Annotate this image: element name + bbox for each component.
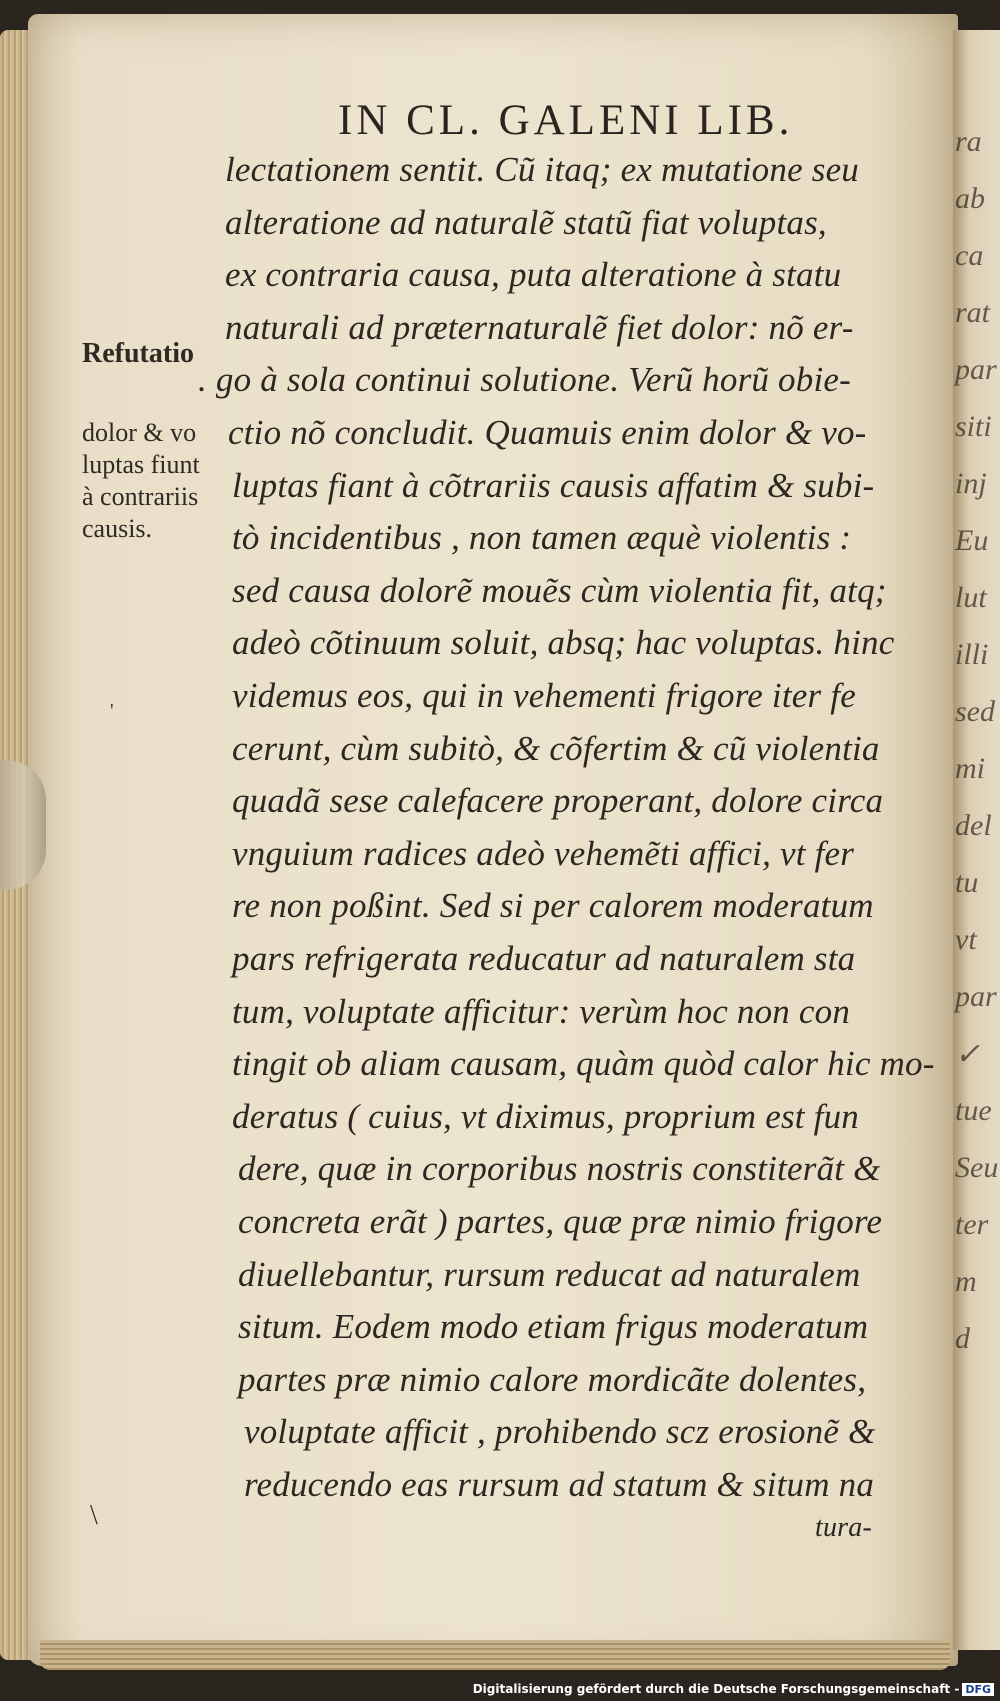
facing-page-glyph: illi	[955, 638, 989, 671]
facing-page-glyph: ca	[955, 239, 984, 272]
margin-note-line: dolor & vo	[82, 418, 197, 447]
text-line: alteratione ad naturalẽ statũ fiat voluptas,	[225, 202, 827, 242]
text-line: concreta erãt ) partes, quæ præ nimio frigore	[238, 1202, 883, 1241]
text-line: ex contraria causa, puta alteratione à statu	[225, 255, 842, 295]
ink-speck: \	[90, 1500, 98, 1531]
text-line: partes præ nimio calore mordicãte dolentes,	[238, 1359, 867, 1399]
facing-page-glyph: ✓	[955, 1038, 981, 1071]
facing-page-glyph: rat	[955, 296, 991, 329]
facing-page-glyph: m	[955, 1265, 977, 1298]
facing-page-glyph: inj	[955, 467, 987, 500]
facing-page-glyph: d	[955, 1322, 970, 1355]
facing-page-glyph: siti	[955, 410, 992, 443]
dfg-logo: DFG	[962, 1683, 994, 1696]
facing-page-glyph: Eu	[955, 524, 989, 557]
text-line: tum, voluptate afficitur: verùm hoc non con	[232, 991, 851, 1031]
text-line: lectationem sentit. Cũ itaq; ex mutatione seu	[225, 150, 860, 189]
text-line: cerunt, cùm subitò, & cõfertim & cũ violentia	[232, 728, 880, 768]
margin-note-line: causis.	[82, 514, 153, 543]
text-line: tura-	[815, 1511, 872, 1543]
text-line: dere, quæ in corporibus nostris constiterãt &	[238, 1149, 881, 1189]
facing-page-glyph: sed	[955, 695, 995, 728]
facing-page-glyph: lut	[955, 581, 987, 614]
text-line: adeò cõtinuum soluit, absq; hac voluptas. hinc	[232, 623, 895, 663]
facing-page-glyph: ra	[955, 125, 982, 158]
page-clip	[0, 760, 46, 890]
text-line: quadã sese calefacere properant, dolore circa	[232, 781, 884, 821]
text-line: sed causa dolorẽ mouẽs cùm violentia fit, atq;	[232, 570, 887, 610]
facing-page-glyph: Seu	[955, 1151, 999, 1184]
text-line: diuellebantur, rursum reducat ad naturalem	[238, 1254, 861, 1294]
ink-speck: '	[110, 700, 114, 722]
facing-page-glyph: tu	[955, 866, 979, 899]
facing-page-glyph: tue	[955, 1094, 992, 1127]
text-line: tò incidentibus , non tamen æquè violentis :	[232, 518, 852, 558]
text-line: tingit ob aliam causam, quàm quòd calor hic mo-	[232, 1044, 935, 1084]
margin-note-refutatio: Refutatio	[82, 338, 194, 369]
facing-page-glyph: par	[955, 353, 997, 386]
margin-note-line: à contrariis	[82, 482, 199, 511]
text-line: . go à sola continui solutione. Verũ horũ obie-	[198, 360, 851, 400]
text-line: re non poßint. Sed si per calorem moderatum	[232, 886, 874, 926]
running-head: IN CL. GALENI LIB.	[338, 97, 794, 144]
text-line: vnguium radices adeò vehemẽti affici, vt fer	[232, 833, 855, 873]
page-bottom-edge	[40, 1640, 950, 1670]
facing-page-glyph: par	[955, 980, 997, 1013]
text-line: voluptate afficit , prohibendo scz erosionẽ &	[244, 1412, 876, 1452]
facing-page-glyph: mi	[955, 752, 985, 785]
text-line: reducendo eas rursum ad statum & situm na	[244, 1465, 875, 1504]
text-line: luptas fiant à cõtrariis causis affatim & subi-	[232, 465, 875, 505]
text-line: pars refrigerata reducatur ad naturalem sta	[232, 939, 856, 978]
margin-note-line: luptas fiunt	[82, 450, 200, 479]
facing-page-glyph: ter	[955, 1208, 989, 1241]
text-line: situm. Eodem modo etiam frigus moderatum	[238, 1307, 869, 1347]
digitization-credit	[473, 1682, 994, 1696]
text-line: naturali ad præternaturalẽ fiet dolor: nõ er-	[225, 307, 854, 347]
facing-page-glyph: del	[955, 809, 992, 842]
facing-page-glyph: vt	[955, 923, 977, 956]
text-line: deratus ( cuius, vt diximus, proprium est fun	[232, 1096, 859, 1136]
text-line: videmus eos, qui in vehementi frigore iter fe	[232, 676, 856, 715]
text-line: ctio nõ concludit. Quamuis enim dolor & vo-	[228, 413, 867, 452]
facing-page-glyph: ab	[955, 182, 985, 215]
credit-text: Digitalisierung gefördert durch die Deutsche Forschungsgemeinschaft -	[472, 1682, 960, 1696]
